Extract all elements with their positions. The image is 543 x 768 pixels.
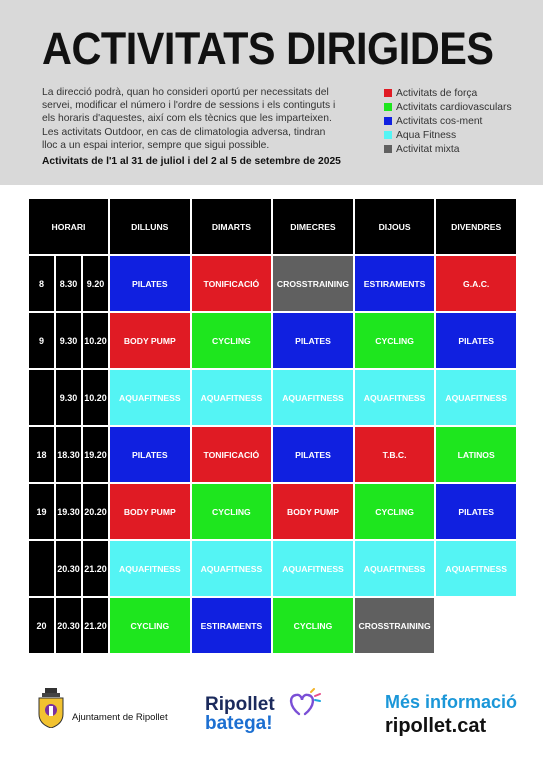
- website-link[interactable]: ripollet.cat: [385, 715, 487, 737]
- hour-cell: 19: [28, 483, 55, 540]
- session-cell: PILATES: [272, 426, 354, 483]
- legend-label: Activitats cardiovasculars: [396, 101, 512, 113]
- session-cell: CYCLING: [109, 597, 191, 654]
- session-cell: CYCLING: [354, 483, 436, 540]
- hour-cell: 9: [28, 312, 55, 369]
- legend-label: Activitats de força: [396, 87, 478, 99]
- legend-label: Activitats cos-ment: [396, 115, 483, 127]
- session-cell: AQUAFITNESS: [109, 540, 191, 597]
- session-cell: CROSSTRAINING: [354, 597, 436, 654]
- page-title: ACTIVITATS DIRIGIDES: [42, 23, 494, 74]
- start-time-cell: 9.30: [55, 312, 82, 369]
- hour-cell: 20: [28, 597, 55, 654]
- legend-swatch: [384, 89, 392, 97]
- session-cell: T.B.C.: [354, 426, 436, 483]
- end-time-cell: 20.20: [82, 483, 109, 540]
- legend-label: Aqua Fitness: [396, 129, 457, 141]
- crest-icon: [36, 688, 66, 728]
- schedule-table: [28, 198, 517, 653]
- session-cell: CROSSTRAINING: [272, 255, 354, 312]
- session-cell: CYCLING: [354, 312, 436, 369]
- ajuntament-label: Ajuntament de Ripollet: [72, 712, 168, 723]
- more-info-label: Més informació: [385, 692, 518, 712]
- legend-swatch: [384, 131, 392, 139]
- start-time-cell: 19.30: [55, 483, 82, 540]
- session-cell: AQUAFITNESS: [272, 540, 354, 597]
- session-cell: AQUAFITNESS: [435, 369, 517, 426]
- end-time-cell: 10.20: [82, 369, 109, 426]
- session-cell: PILATES: [435, 312, 517, 369]
- day-header: DIMARTS: [191, 198, 273, 255]
- session-cell: G.A.C.: [435, 255, 517, 312]
- table-row: [28, 426, 517, 483]
- legend-item: [384, 128, 534, 142]
- table-row: [28, 483, 517, 540]
- session-cell: PILATES: [435, 483, 517, 540]
- dates-text: Activitats de l'1 al 31 de juliol i del 2 al 5 de setembre de 2025: [42, 156, 341, 167]
- legend-item: [384, 114, 534, 128]
- table-row: [28, 312, 517, 369]
- hour-cell: [28, 369, 55, 426]
- table-row: [28, 597, 517, 654]
- legend-item: [384, 86, 534, 100]
- session-cell: TONIFICACIÓ: [191, 255, 273, 312]
- legend-swatch: [384, 145, 392, 153]
- legend-item: [384, 142, 534, 156]
- heart-icon: [287, 688, 327, 718]
- hour-cell: 18: [28, 426, 55, 483]
- session-cell: ESTIRAMENTS: [354, 255, 436, 312]
- session-cell: LATINOS: [435, 426, 517, 483]
- legend-item: [384, 100, 534, 114]
- day-header: DIVENDRES: [435, 198, 517, 255]
- legend-swatch: [384, 103, 392, 111]
- session-cell: AQUAFITNESS: [109, 369, 191, 426]
- session-cell: CYCLING: [191, 312, 273, 369]
- table-header-row: [28, 198, 517, 255]
- session-cell: BODY PUMP: [109, 483, 191, 540]
- table-row: [28, 369, 517, 426]
- session-cell: AQUAFITNESS: [354, 369, 436, 426]
- brand-line2: batega!: [205, 713, 273, 734]
- session-cell: BODY PUMP: [272, 483, 354, 540]
- session-cell: AQUAFITNESS: [191, 369, 273, 426]
- start-time-cell: 18.30: [55, 426, 82, 483]
- end-time-cell: 19.20: [82, 426, 109, 483]
- end-time-cell: 9.20: [82, 255, 109, 312]
- end-time-cell: 21.20: [82, 540, 109, 597]
- brand-logo: [205, 695, 275, 733]
- intro-text: La direcció podrà, quan ho consideri oportú per necessitats del servei, modificar el número i l'ordre de sessions i els continguts i els horaris d'aquestes, així com els tècnics que les imparteixen. Les activitats Outdoor, en cas de climatologia adversa, tindran lloc a un espai interior, sempre que sigui possible.: [42, 87, 336, 151]
- start-time-cell: 20.30: [55, 540, 82, 597]
- session-cell: AQUAFITNESS: [354, 540, 436, 597]
- start-time-cell: 20.30: [55, 597, 82, 654]
- hour-cell: [28, 540, 55, 597]
- session-cell: AQUAFITNESS: [191, 540, 273, 597]
- end-time-cell: 10.20: [82, 312, 109, 369]
- table-row: [28, 540, 517, 597]
- start-time-cell: 8.30: [55, 255, 82, 312]
- session-cell: AQUAFITNESS: [272, 369, 354, 426]
- session-cell: ESTIRAMENTS: [191, 597, 273, 654]
- day-header: DIJOUS: [354, 198, 436, 255]
- table-row: [28, 255, 517, 312]
- legend: [384, 86, 534, 156]
- session-cell: CYCLING: [191, 483, 273, 540]
- legend-label: Activitat mixta: [396, 143, 460, 155]
- session-cell: AQUAFITNESS: [435, 540, 517, 597]
- day-header: DIMECRES: [272, 198, 354, 255]
- day-header: DILLUNS: [109, 198, 191, 255]
- session-cell: PILATES: [272, 312, 354, 369]
- session-cell: PILATES: [109, 426, 191, 483]
- session-cell: PILATES: [109, 255, 191, 312]
- session-cell: CYCLING: [272, 597, 354, 654]
- session-cell: BODY PUMP: [109, 312, 191, 369]
- footer: [0, 680, 543, 768]
- session-cell: TONIFICACIÓ: [191, 426, 273, 483]
- start-time-cell: 9.30: [55, 369, 82, 426]
- hour-cell: 8: [28, 255, 55, 312]
- brand-line1: Ripollet: [205, 694, 275, 715]
- legend-swatch: [384, 117, 392, 125]
- horari-header: HORARI: [28, 198, 109, 255]
- end-time-cell: 21.20: [82, 597, 109, 654]
